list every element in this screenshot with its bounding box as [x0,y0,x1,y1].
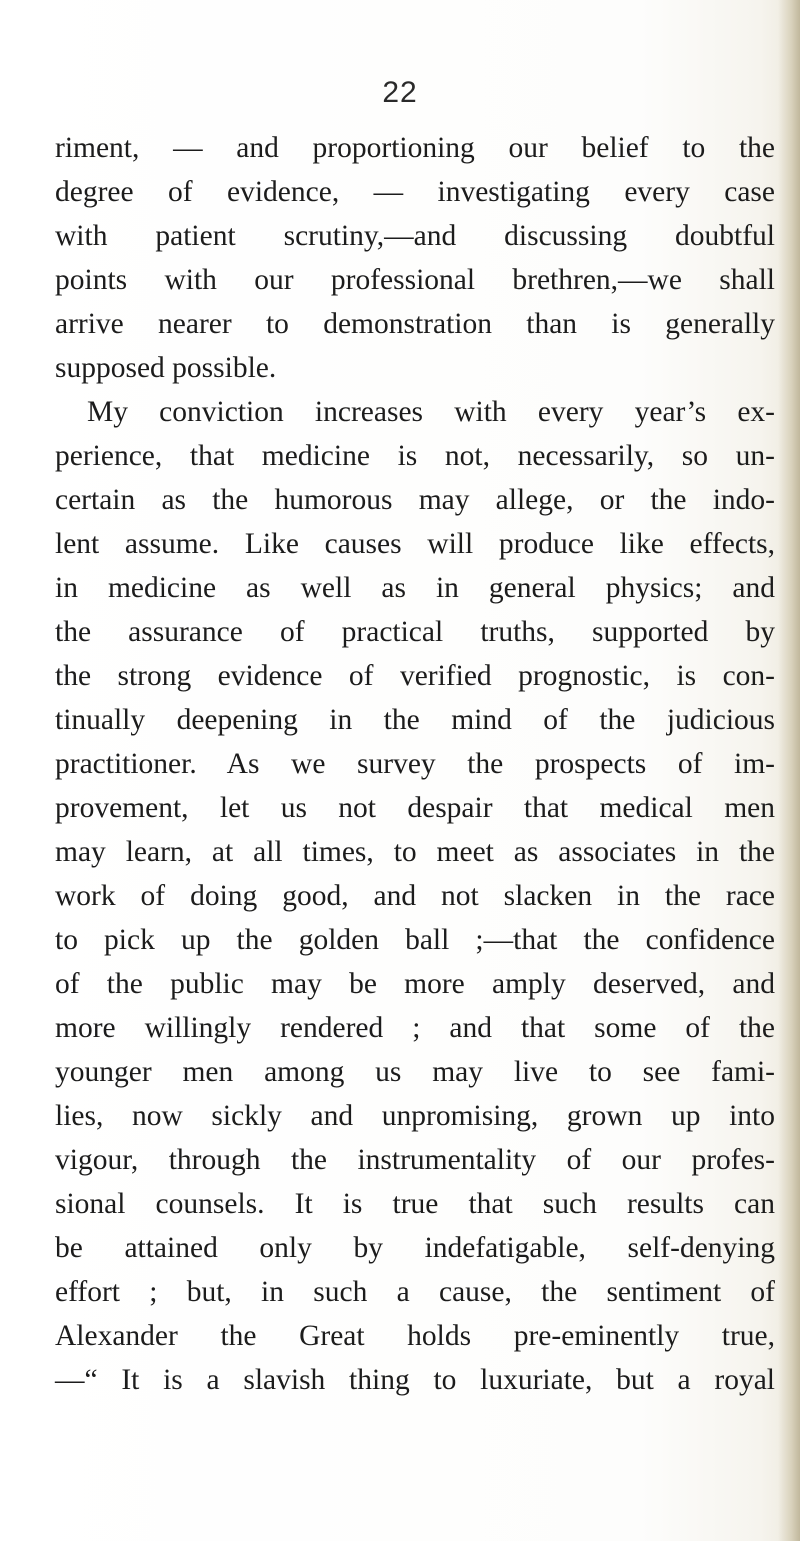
text-line: the strong evidence of verified prognostic, is con- [55,660,775,692]
text-line: be attained only by indefatigable, self-denying [55,1232,775,1264]
text-line: perience, that medicine is not, necessarily, so un- [55,440,775,472]
text-line: sional counsels. It is true that such results can [55,1188,775,1220]
body-text [55,126,775,1402]
text-line: tinually deepening in the mind of the judicious [55,704,775,736]
text-line: riment, — and proportioning our belief to the [55,132,775,164]
text-line-paragraph-end: supposed possible. [55,352,277,384]
text-line: arrive nearer to demonstration than is generally [55,308,775,340]
text-line: lent assume. Like causes will produce like effects, [55,528,775,560]
text-line: effort ; but, in such a cause, the sentiment of [55,1276,775,1308]
text-line: may learn, at all times, to meet as associates in the [55,836,775,868]
text-line: of the public may be more amply deserved, and [55,968,775,1000]
text-line: work of doing good, and not slacken in the race [55,880,775,912]
text-line: to pick up the golden ball ;—that the confidence [55,924,775,956]
text-line: points with our professional brethren,—we shall [55,264,775,296]
text-line: Alexander the Great holds pre-eminently true, [55,1320,775,1352]
text-line-paragraph-start: My conviction increases with every year’s ex- [87,396,775,428]
text-line: the assurance of practical truths, supported by [55,616,775,648]
text-line: degree of evidence, — investigating every case [55,176,775,208]
text-line: provement, let us not despair that medical men [55,792,775,824]
text-line: lies, now sickly and unpromising, grown up into [55,1100,775,1132]
text-line: practitioner. As we survey the prospects of im- [55,748,775,780]
page-number: 22 [382,76,418,109]
text-line: in medicine as well as in general physics; and [55,572,775,604]
text-line: younger men among us may live to see fami- [55,1056,775,1088]
text-line: more willingly rendered ; and that some of the [55,1012,775,1044]
text-line: —“ It is a slavish thing to luxuriate, but a royal [55,1364,775,1396]
text-line: vigour, through the instrumentality of our profes- [55,1144,775,1176]
text-line: with patient scrutiny,—and discussing doubtful [55,220,775,252]
text-line: certain as the humorous may allege, or the indo- [55,484,775,516]
page-edge-shadow [778,0,800,1541]
